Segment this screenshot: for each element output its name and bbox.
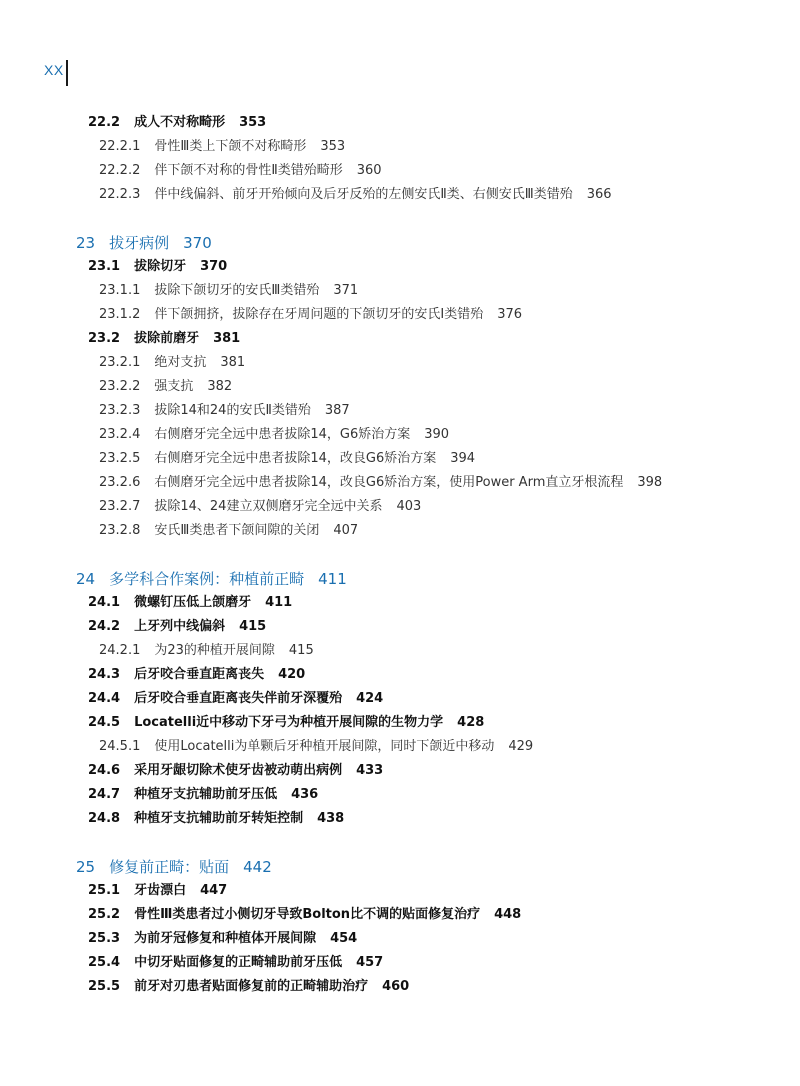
toc-entry-page: 360 (356, 163, 382, 178)
toc-entry-page: 411 (265, 595, 293, 610)
toc-entry-number: 22.2.2 (99, 163, 141, 178)
toc-entry-page: 387 (324, 403, 350, 418)
toc-section-entry[interactable] (0, 591, 800, 615)
toc-entry-title: 伴中线偏斜、前牙开殆倾向及后牙反殆的左侧安氏Ⅱ类、右侧安氏Ⅲ类错殆 (154, 187, 573, 202)
toc-entry-page: 403 (396, 499, 422, 514)
toc-entry-number: 23.2.4 (99, 427, 141, 442)
toc-entry-page: 454 (330, 931, 358, 946)
toc-entry-title: 采用牙龈切除术使牙齿被动萌出病例 (134, 763, 343, 778)
toc-section-entry[interactable] (0, 783, 800, 807)
toc-entry-title: 后牙咬合垂直距离丧失伴前牙深覆殆 (134, 691, 343, 706)
toc-subsection-entry[interactable] (0, 351, 800, 375)
toc-entry-title: 骨性Ⅲ类上下颌不对称畸形 (154, 139, 307, 154)
toc-entry-page: 428 (457, 715, 485, 730)
toc-entry-number: 23.2 (88, 331, 121, 346)
toc-entry-number: 24.5 (88, 715, 121, 730)
toc-section-entry[interactable] (0, 927, 800, 951)
toc-entry-page: 407 (333, 523, 359, 538)
toc-entry-number: 23.1 (88, 259, 121, 274)
toc-entry-title: 前牙对刃患者贴面修复前的正畸辅助治疗 (134, 979, 369, 994)
toc-entry-page: 371 (333, 283, 359, 298)
toc-entry-title: 拔除前磨牙 (134, 331, 200, 346)
toc-entry-number: 23.2.7 (99, 499, 141, 514)
toc-subsection-entry[interactable] (0, 495, 800, 519)
toc-entry-number: 23.2.1 (99, 355, 141, 370)
toc-chapter-entry[interactable] (0, 567, 800, 591)
toc-entry-page: 457 (356, 955, 384, 970)
toc-entry-title: 种植牙支抗辅助前牙压低 (134, 787, 278, 802)
toc-entry-title: 强支抗 (154, 379, 194, 394)
toc-subsection-entry[interactable] (0, 447, 800, 471)
toc-entry-page: 438 (317, 811, 345, 826)
toc-entry-number: 25.1 (88, 883, 121, 898)
toc-section-entry[interactable] (0, 879, 800, 903)
toc-entry-page: 382 (207, 379, 233, 394)
toc-subsection-entry[interactable] (0, 159, 800, 183)
toc-subsection-entry[interactable] (0, 279, 800, 303)
toc-section-entry[interactable] (0, 111, 800, 135)
toc-entry-number: 23.2.5 (99, 451, 141, 466)
toc-entry-number: 25.2 (88, 907, 121, 922)
toc-entry-title: 绝对支抗 (154, 355, 207, 370)
toc-entry-title: 种植牙支抗辅助前牙转矩控制 (134, 811, 304, 826)
toc-entry-number: 25.4 (88, 955, 121, 970)
toc-entry-title: 骨性Ⅲ类患者过小侧切牙导致Bolton比不调的贴面修复治疗 (134, 907, 481, 922)
toc-entry-page: 370 (183, 234, 212, 252)
toc-entry-number: 23.2.2 (99, 379, 141, 394)
toc-entry-number: 24.8 (88, 811, 121, 826)
toc-entry-page: 420 (278, 667, 306, 682)
toc-entry-page: 436 (291, 787, 319, 802)
toc-subsection-entry[interactable] (0, 375, 800, 399)
toc-subsection-entry[interactable] (0, 135, 800, 159)
toc-entry-number: 24.4 (88, 691, 121, 706)
toc-subsection-entry[interactable] (0, 303, 800, 327)
toc-section-entry[interactable] (0, 615, 800, 639)
toc-section-entry[interactable] (0, 975, 800, 999)
toc-entry-number: 24 (76, 570, 96, 588)
toc-entry-title: 伴下颌不对称的骨性Ⅱ类错殆畸形 (154, 163, 343, 178)
toc-entry-title: 微螺钉压低上颌磨牙 (134, 595, 252, 610)
toc-entry-page: 460 (382, 979, 410, 994)
toc-entry-title: 为前牙冠修复和种植体开展间隙 (134, 931, 317, 946)
toc-entry-number: 23 (76, 234, 96, 252)
toc-entry-title: 右侧磨牙完全远中患者拔除14，G6矫治方案 (154, 427, 411, 442)
toc-entry-number: 25.3 (88, 931, 121, 946)
toc-entry-number: 23.2.6 (99, 475, 141, 490)
toc-entry-title: 拔除14和24的安氏Ⅱ类错殆 (154, 403, 311, 418)
page-number-divider (66, 60, 68, 86)
toc-entry-title: 拔牙病例 (109, 234, 170, 252)
toc-subsection-entry[interactable] (0, 519, 800, 543)
toc-section-entry[interactable] (0, 255, 800, 279)
toc-entry-number: 24.2.1 (99, 643, 141, 658)
toc-entry-title: 后牙咬合垂直距离丧失 (134, 667, 265, 682)
toc-section-entry[interactable] (0, 951, 800, 975)
toc-entry-number: 22.2.3 (99, 187, 141, 202)
toc-section-entry[interactable] (0, 759, 800, 783)
toc-entry-number: 23.2.8 (99, 523, 141, 538)
toc-entry-title: 中切牙贴面修复的正畸辅助前牙压低 (134, 955, 343, 970)
toc-entry-page: 415 (239, 619, 267, 634)
toc-entry-number: 24.6 (88, 763, 121, 778)
toc-entry-title: 成人不对称畸形 (134, 115, 226, 130)
toc-entry-page: 381 (213, 331, 241, 346)
toc-subsection-entry[interactable] (0, 183, 800, 207)
toc-subsection-entry[interactable] (0, 735, 800, 759)
toc-section-entry[interactable] (0, 903, 800, 927)
toc-entry-title: 为23的种植开展间隙 (154, 643, 275, 658)
toc-entry-page: 411 (318, 570, 347, 588)
toc-entry-number: 22.2 (88, 115, 121, 130)
toc-entry-page: 424 (356, 691, 384, 706)
toc-entry-page: 366 (586, 187, 612, 202)
toc-entry-title: 右侧磨牙完全远中患者拔除14，改良G6矫治方案，使用Power Arm直立牙根流程 (154, 475, 624, 490)
toc-entry-page: 442 (243, 858, 272, 876)
toc-section-entry[interactable] (0, 807, 800, 831)
toc-subsection-entry[interactable] (0, 399, 800, 423)
toc-entry-page: 433 (356, 763, 384, 778)
toc-subsection-entry[interactable] (0, 471, 800, 495)
toc-subsection-entry[interactable] (0, 639, 800, 663)
table-of-contents (0, 111, 800, 999)
toc-entry-title: 使用Locatelli为单颗后牙种植开展间隙，同时下颌近中移动 (154, 739, 495, 754)
toc-entry-number: 24.1 (88, 595, 121, 610)
toc-entry-page: 394 (450, 451, 476, 466)
toc-entry-title: 上牙列中线偏斜 (134, 619, 226, 634)
toc-entry-number: 24.5.1 (99, 739, 141, 754)
toc-entry-title: Locatelli近中移动下牙弓为种植开展间隙的生物力学 (134, 715, 444, 730)
toc-entry-number: 23.2.3 (99, 403, 141, 418)
toc-entry-page: 353 (239, 115, 267, 130)
toc-entry-title: 拔除14、24建立双侧磨牙完全远中关系 (154, 499, 383, 514)
toc-entry-number: 22.2.1 (99, 139, 141, 154)
toc-entry-title: 拔除下颌切牙的安氏Ⅲ类错殆 (154, 283, 320, 298)
toc-entry-number: 24.2 (88, 619, 121, 634)
toc-entry-title: 安氏Ⅲ类患者下颌间隙的关闭 (154, 523, 320, 538)
toc-entry-page: 353 (320, 139, 346, 154)
toc-entry-title: 修复前正畸：贴面 (109, 858, 230, 876)
toc-entry-page: 370 (200, 259, 228, 274)
toc-entry-number: 23.1.2 (99, 307, 141, 322)
toc-entry-number: 23.1.1 (99, 283, 141, 298)
toc-entry-page: 390 (424, 427, 450, 442)
toc-section-entry[interactable] (0, 327, 800, 351)
toc-entry-number: 24.7 (88, 787, 121, 802)
toc-section-entry[interactable] (0, 711, 800, 735)
toc-entry-title: 伴下颌拥挤，拔除存在牙周问题的下颌切牙的安氏Ⅰ类错殆 (154, 307, 484, 322)
toc-entry-title: 拔除切牙 (134, 259, 187, 274)
toc-entry-title: 右侧磨牙完全远中患者拔除14，改良G6矫治方案 (154, 451, 437, 466)
toc-entry-page: 447 (200, 883, 228, 898)
toc-entry-page: 448 (494, 907, 522, 922)
toc-section-entry[interactable] (0, 663, 800, 687)
toc-chapter-entry[interactable] (0, 855, 800, 879)
page-number: XX (44, 62, 64, 78)
toc-entry-page: 381 (220, 355, 246, 370)
toc-entry-page: 429 (508, 739, 534, 754)
toc-entry-number: 25 (76, 858, 96, 876)
toc-entry-page: 398 (637, 475, 663, 490)
toc-chapter-entry[interactable] (0, 231, 800, 255)
toc-entry-number: 24.3 (88, 667, 121, 682)
toc-entry-number: 25.5 (88, 979, 121, 994)
toc-entry-page: 376 (497, 307, 523, 322)
toc-entry-title: 牙齿漂白 (134, 883, 187, 898)
toc-entry-title: 多学科合作案例：种植前正畸 (109, 570, 305, 588)
toc-section-entry[interactable] (0, 687, 800, 711)
toc-subsection-entry[interactable] (0, 423, 800, 447)
toc-entry-page: 415 (288, 643, 314, 658)
